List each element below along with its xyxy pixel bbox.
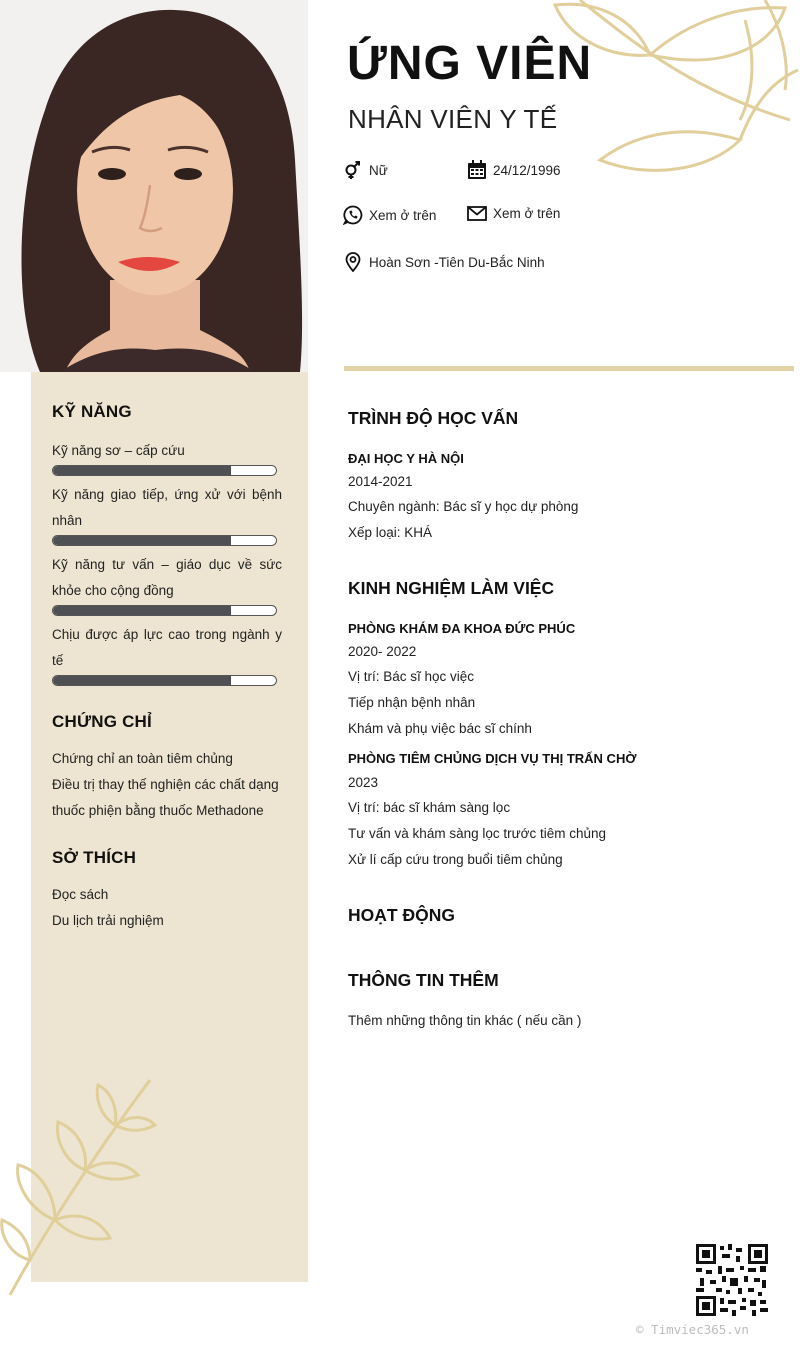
skill-label: Chịu được áp lực cao trong ngành y tế [52, 627, 282, 668]
job-company: PHÒNG TIÊM CHỦNG DỊCH VỤ THỊ TRẤN CHỜ [348, 751, 637, 766]
skill-item [52, 482, 282, 546]
email-info [467, 203, 560, 223]
activities-heading: HOẠT ĐỘNG [348, 905, 455, 925]
location-pin-icon [343, 252, 363, 272]
leaf-decoration-bottom-icon [0, 1070, 170, 1300]
job-detail: Tư vấn và khám sàng lọc trước tiêm chủng [348, 826, 607, 841]
candidate-name: ỨNG VIÊN [347, 37, 593, 90]
skills-list [52, 438, 282, 686]
skill-bar-fill [53, 676, 231, 685]
education-heading: TRÌNH ĐỘ HỌC VẤN [348, 408, 519, 428]
hobby-item: Đọc sách [52, 887, 109, 902]
education-grade: Xếp loại: KHÁ [348, 525, 433, 540]
calendar-icon [467, 160, 487, 180]
skill-bar [52, 535, 277, 546]
leaf-decoration-top-icon [540, 0, 800, 200]
header-divider [344, 366, 794, 371]
skill-bar [52, 675, 277, 686]
address-info [343, 252, 545, 272]
phone-text: Xem ở trên [369, 207, 437, 223]
education-school: ĐẠI HỌC Y HÀ NỘI [348, 451, 464, 466]
job-detail: Tiếp nhận bệnh nhân [348, 695, 476, 710]
skill-label: Kỹ năng giao tiếp, ứng xử với bệnh nhân [52, 487, 282, 528]
gender-icon [343, 160, 363, 180]
job-period: 2020- 2022 [348, 644, 417, 659]
job-detail: Vị trí: Bác sĩ học việc [348, 669, 475, 684]
birthday-text: 24/12/1996 [493, 162, 561, 178]
whatsapp-icon [343, 205, 363, 225]
gender-text: Nữ [369, 162, 388, 178]
job-title: NHÂN VIÊN Y TẾ [348, 104, 558, 134]
hobbies-section [52, 848, 282, 934]
hobbies-heading: SỞ THÍCH [52, 848, 137, 867]
skills-heading: KỸ NĂNG [52, 402, 132, 421]
gender-info [343, 160, 388, 180]
job-detail: Xử lí cấp cứu trong buổi tiêm chủng [348, 852, 563, 867]
job-period: 2023 [348, 775, 379, 790]
skill-label: Kỹ năng tư vấn – giáo dục về sức khỏe cho cộng đồng [52, 557, 282, 598]
mail-icon [467, 203, 487, 223]
skill-bar-fill [53, 536, 231, 545]
qr-code-icon [696, 1244, 768, 1316]
certificates-section [52, 712, 282, 824]
email-text: Xem ở trên [493, 205, 561, 221]
skill-bar-fill [53, 606, 231, 615]
certificate-item: Điều trị thay thế nghiện các chất dạng thuốc phiện bằng thuốc Methadone [52, 777, 279, 818]
skill-bar-fill [53, 466, 231, 475]
profile-photo [0, 0, 308, 372]
extra-info-text: Thêm những thông tin khác ( nếu cần ) [348, 1013, 582, 1028]
skill-bar [52, 465, 277, 476]
hobby-item: Du lịch trải nghiệm [52, 913, 164, 928]
skill-bar [52, 605, 277, 616]
skill-item [52, 552, 282, 616]
watermark: © Timviec365.vn [636, 1322, 749, 1337]
job-detail: Vị trí: bác sĩ khám sàng lọc [348, 800, 511, 815]
education-major: Chuyên ngành: Bác sĩ y học dự phòng [348, 499, 579, 514]
address-text: Hoàn Sơn -Tiên Du-Bắc Ninh [369, 254, 545, 270]
education-period: 2014-2021 [348, 474, 413, 489]
certificate-item: Chứng chỉ an toàn tiêm chủng [52, 751, 233, 766]
skills-section [52, 402, 282, 692]
phone-info [343, 205, 436, 225]
skill-label: Kỹ năng sơ – cấp cứu [52, 443, 185, 458]
extra-info-heading: THÔNG TIN THÊM [348, 970, 499, 990]
job-company: PHÒNG KHÁM ĐA KHOA ĐỨC PHÚC [348, 621, 576, 636]
certificates-heading: CHỨNG CHỈ [52, 712, 152, 731]
job-detail: Khám và phụ việc bác sĩ chính [348, 721, 532, 736]
experience-heading: KINH NGHIỆM LÀM VIỆC [348, 578, 555, 598]
skill-item [52, 438, 282, 476]
skill-item [52, 622, 282, 686]
birthday-info [467, 160, 561, 180]
